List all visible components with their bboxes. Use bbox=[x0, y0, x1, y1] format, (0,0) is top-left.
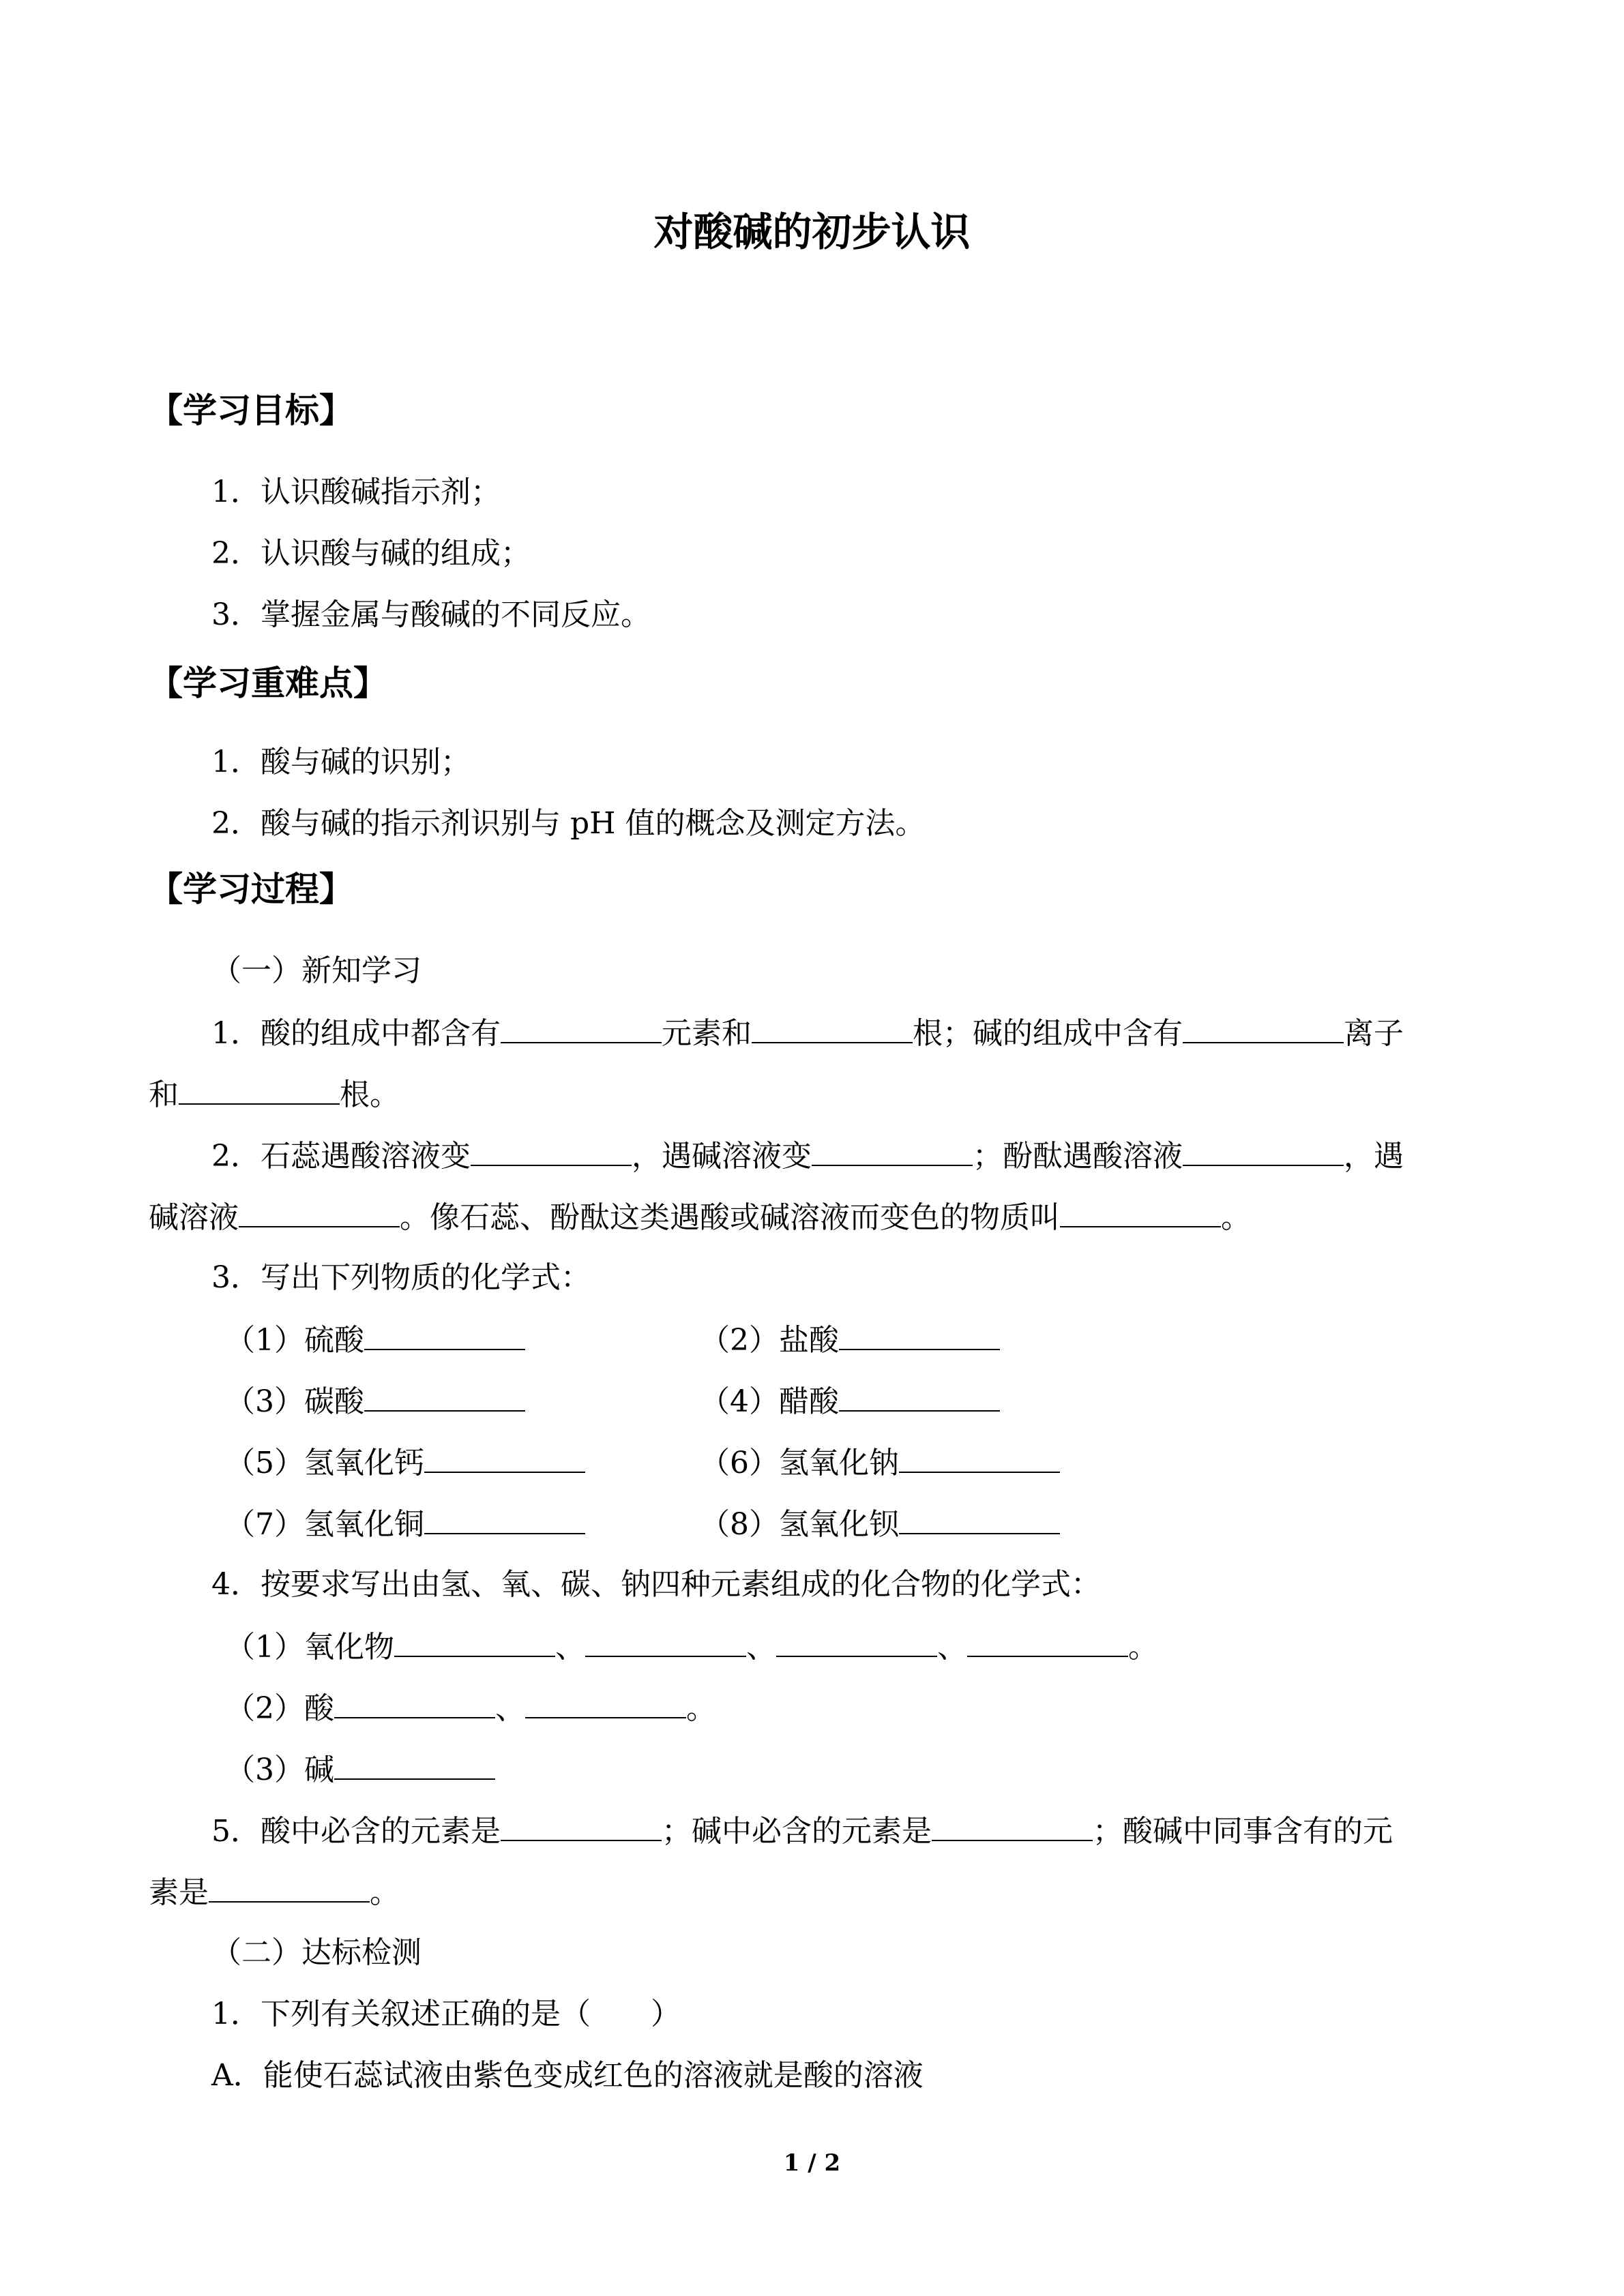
formula-item-5 bbox=[225, 1442, 585, 1484]
separator: 、 bbox=[937, 1630, 967, 1665]
formula-label: （3）碳酸 bbox=[225, 1384, 364, 1419]
question-1-line-2 bbox=[149, 1073, 400, 1116]
question-4-prompt: 4．按要求写出由氢、氧、碳、钠四种元素组成的化合物的化学式： bbox=[211, 1567, 1101, 1602]
q1-text-f: 根。 bbox=[340, 1077, 400, 1112]
question-3-prompt: 3．写出下列物质的化学式： bbox=[211, 1260, 591, 1295]
answer-blank[interactable] bbox=[471, 1135, 632, 1166]
question-4-acid bbox=[225, 1687, 716, 1729]
question-5-line-1 bbox=[211, 1810, 1393, 1852]
answer-blank[interactable] bbox=[334, 1748, 495, 1780]
q2-text-a: 2．石蕊遇酸溶液变 bbox=[211, 1139, 471, 1174]
formula-label: （5）氢氧化钙 bbox=[225, 1446, 424, 1480]
q1-text-e: 和 bbox=[149, 1077, 179, 1112]
q2-text-b: ，遇碱溶液变 bbox=[632, 1139, 812, 1174]
answer-blank[interactable] bbox=[899, 1442, 1060, 1473]
formula-label: （2）盐酸 bbox=[700, 1323, 839, 1358]
q1-text-c: 根；碱的组成中含有 bbox=[913, 1016, 1183, 1051]
section-heading-process: 【学习过程】 bbox=[149, 869, 353, 909]
key-point-item-1: 1．酸与碱的识别； bbox=[211, 745, 471, 779]
q4-oxide-label: （1）氧化物 bbox=[225, 1630, 394, 1665]
answer-blank[interactable] bbox=[839, 1380, 1000, 1412]
q2-text-e: 碱溶液 bbox=[149, 1200, 239, 1235]
q5-text-a: 5．酸中必含的元素是 bbox=[211, 1814, 501, 1849]
answer-blank[interactable] bbox=[364, 1319, 525, 1350]
goal-item-3: 3．掌握金属与酸碱的不同反应。 bbox=[211, 597, 651, 632]
formula-label: （8）氢氧化钡 bbox=[700, 1507, 899, 1542]
answer-blank[interactable] bbox=[239, 1196, 400, 1227]
q5-text-c: ；酸碱中同事含有的元 bbox=[1093, 1814, 1393, 1849]
question-4-base bbox=[225, 1748, 495, 1791]
part-heading-new-knowledge: （一）新知学习 bbox=[211, 953, 422, 988]
formula-item-4 bbox=[700, 1380, 1000, 1422]
q1-text-a: 1．酸的组成中都含有 bbox=[211, 1016, 501, 1051]
answer-blank[interactable] bbox=[1060, 1196, 1221, 1227]
question-4-oxide bbox=[225, 1626, 1158, 1668]
test-question-1-option-a: A．能使石蕊试液由紫色变成红色的溶液就是酸的溶液 bbox=[211, 2058, 924, 2093]
answer-blank[interactable] bbox=[839, 1319, 1000, 1350]
separator: 、 bbox=[746, 1630, 776, 1665]
formula-item-7 bbox=[225, 1503, 585, 1545]
answer-blank[interactable] bbox=[364, 1380, 525, 1412]
section-heading-key-points: 【学习重难点】 bbox=[149, 663, 387, 703]
answer-blank[interactable] bbox=[179, 1073, 340, 1105]
test-question-1-stem: 1．下列有关叙述正确的是（ ） bbox=[211, 1997, 681, 2031]
answer-blank[interactable] bbox=[501, 1810, 662, 1841]
answer-blank[interactable] bbox=[424, 1442, 585, 1473]
answer-blank[interactable] bbox=[932, 1810, 1093, 1841]
question-5-line-2 bbox=[149, 1871, 400, 1913]
answer-blank[interactable] bbox=[209, 1871, 370, 1903]
separator: 、 bbox=[555, 1630, 585, 1665]
formula-label: （4）醋酸 bbox=[700, 1384, 839, 1419]
answer-blank[interactable] bbox=[1183, 1135, 1344, 1166]
formula-item-6 bbox=[700, 1442, 1060, 1484]
q2-text-c: ；酚酞遇酸溶液 bbox=[973, 1139, 1183, 1174]
formula-item-8 bbox=[700, 1503, 1060, 1545]
question-1-line-1 bbox=[211, 1012, 1404, 1054]
q1-text-b: 元素和 bbox=[662, 1016, 752, 1051]
page-number: 1 / 2 bbox=[783, 2149, 841, 2177]
answer-blank[interactable] bbox=[1183, 1012, 1344, 1043]
page-title: 对酸碱的初步认识 bbox=[653, 209, 971, 255]
q4-acid-label: （2）酸 bbox=[225, 1691, 334, 1726]
q5-text-b: ；碱中必含的元素是 bbox=[662, 1814, 932, 1849]
answer-blank[interactable] bbox=[967, 1626, 1128, 1657]
formula-label: （1）硫酸 bbox=[225, 1323, 364, 1358]
formula-item-3 bbox=[225, 1380, 525, 1422]
question-2-line-1 bbox=[211, 1135, 1404, 1177]
answer-blank[interactable] bbox=[899, 1503, 1060, 1534]
answer-blank[interactable] bbox=[394, 1626, 555, 1657]
q5-text-d: 素是 bbox=[149, 1875, 209, 1910]
answer-blank[interactable] bbox=[424, 1503, 585, 1534]
period: 。 bbox=[1128, 1630, 1158, 1665]
goal-item-1: 1．认识酸碱指示剂； bbox=[211, 475, 501, 509]
answer-blank[interactable] bbox=[776, 1626, 937, 1657]
answer-blank[interactable] bbox=[752, 1012, 913, 1043]
goal-item-2: 2．认识酸与碱的组成； bbox=[211, 536, 531, 571]
q1-text-d: 离子 bbox=[1344, 1016, 1404, 1051]
key-point-item-2: 2．酸与碱的指示剂识别与 pH 值的概念及测定方法。 bbox=[211, 806, 926, 841]
q2-text-g: 。 bbox=[1221, 1200, 1251, 1235]
q4-base-label: （3）碱 bbox=[225, 1753, 334, 1787]
answer-blank[interactable] bbox=[812, 1135, 973, 1166]
formula-label: （6）氢氧化钠 bbox=[700, 1446, 899, 1480]
period: 。 bbox=[686, 1691, 716, 1726]
q2-text-d: ，遇 bbox=[1344, 1139, 1404, 1174]
q2-text-f: 。像石蕊、酚酞这类遇酸或碱溶液而变色的物质叫 bbox=[400, 1200, 1060, 1235]
answer-blank[interactable] bbox=[585, 1626, 746, 1657]
formula-label: （7）氢氧化铜 bbox=[225, 1507, 424, 1542]
question-2-line-2 bbox=[149, 1196, 1251, 1238]
separator: 、 bbox=[495, 1691, 525, 1726]
answer-blank[interactable] bbox=[525, 1687, 686, 1718]
q5-text-e: 。 bbox=[370, 1875, 400, 1910]
formula-item-2 bbox=[700, 1319, 1000, 1361]
answer-blank[interactable] bbox=[501, 1012, 662, 1043]
formula-item-1 bbox=[225, 1319, 525, 1361]
section-heading-goals: 【学习目标】 bbox=[149, 390, 353, 430]
part-heading-assessment: （二）达标检测 bbox=[211, 1935, 422, 1970]
answer-blank[interactable] bbox=[334, 1687, 495, 1718]
